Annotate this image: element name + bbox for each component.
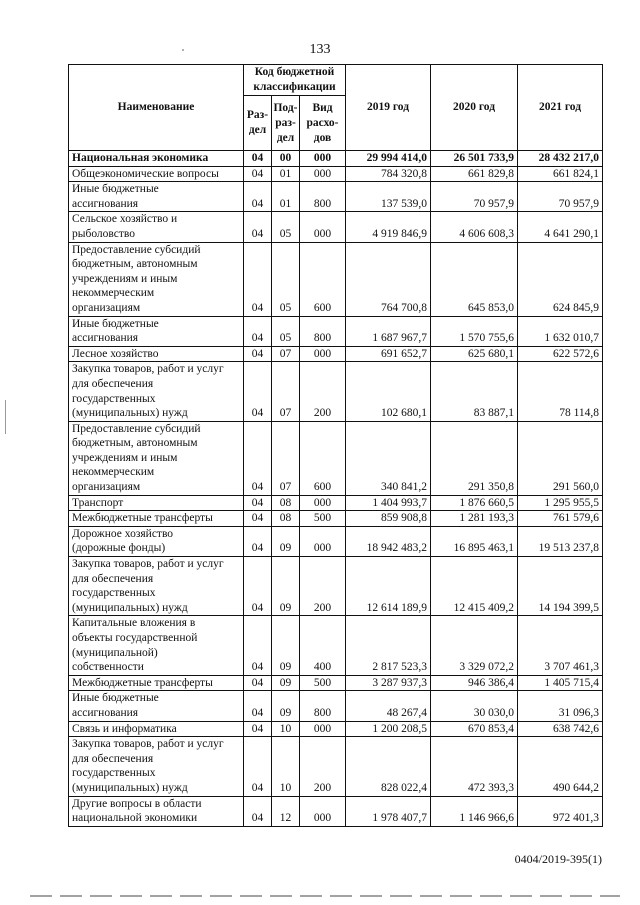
cell-2020: 26 501 733,9 <box>431 151 518 167</box>
cell-2021: 624 845,9 <box>518 242 603 316</box>
cell-name: Капитальные вложения в объекты государственной (муниципальной) собственности <box>69 616 244 675</box>
cell-2019: 18 942 483,2 <box>346 526 431 556</box>
cell-2019: 1 978 407,7 <box>346 796 431 826</box>
cell-2020: 625 680,1 <box>431 346 518 362</box>
cell-name: Другие вопросы в области национальной экономики <box>69 796 244 826</box>
cell-2020: 661 829,8 <box>431 166 518 182</box>
table-row <box>69 526 603 556</box>
document-code: 0404/2019-395(1) <box>514 852 602 866</box>
header-2019: 2019 год <box>346 65 431 151</box>
cell-podrazdel: 07 <box>272 346 300 362</box>
table-row <box>69 362 603 421</box>
table-row <box>69 166 603 182</box>
table-body <box>69 151 603 827</box>
cell-2021: 3 707 461,3 <box>518 616 603 675</box>
cell-razdel: 04 <box>244 616 272 675</box>
cell-2019: 859 908,8 <box>346 511 431 527</box>
cell-name: Связь и информатика <box>69 721 244 737</box>
table-row <box>69 691 603 721</box>
cell-2019: 4 919 846,9 <box>346 212 431 242</box>
cell-2020: 70 957,9 <box>431 182 518 212</box>
cell-razdel: 04 <box>244 362 272 421</box>
table-row <box>69 242 603 316</box>
table-row <box>69 212 603 242</box>
cell-name: Дорожное хозяйство (дорожные фонды) <box>69 526 244 556</box>
cell-podrazdel: 12 <box>272 796 300 826</box>
cell-vid: 600 <box>300 421 346 495</box>
cell-2019: 102 680,1 <box>346 362 431 421</box>
table-row <box>69 495 603 511</box>
cell-2019: 12 614 189,9 <box>346 557 431 616</box>
table-row <box>69 151 603 167</box>
cell-2019: 48 267,4 <box>346 691 431 721</box>
scan-artifact-line <box>30 895 620 897</box>
cell-2021: 70 957,9 <box>518 182 603 212</box>
cell-vid: 000 <box>300 495 346 511</box>
cell-2020: 670 853,4 <box>431 721 518 737</box>
cell-2020: 1 146 966,6 <box>431 796 518 826</box>
header-name: Наименование <box>69 65 244 151</box>
cell-2021: 638 742,6 <box>518 721 603 737</box>
table-row <box>69 796 603 826</box>
cell-podrazdel: 05 <box>272 212 300 242</box>
cell-podrazdel: 07 <box>272 362 300 421</box>
cell-podrazdel: 08 <box>272 495 300 511</box>
cell-2021: 490 644,2 <box>518 737 603 796</box>
budget-table <box>68 64 603 827</box>
cell-vid: 000 <box>300 166 346 182</box>
header-razdel: Раз- дел <box>244 96 272 151</box>
cell-2020: 645 853,0 <box>431 242 518 316</box>
cell-name: Общеэкономические вопросы <box>69 166 244 182</box>
cell-podrazdel: 07 <box>272 421 300 495</box>
cell-2021: 19 513 237,8 <box>518 526 603 556</box>
cell-2021: 1 295 955,5 <box>518 495 603 511</box>
table-row <box>69 721 603 737</box>
cell-2019: 691 652,7 <box>346 346 431 362</box>
cell-name: Лесное хозяйство <box>69 346 244 362</box>
cell-2020: 1 876 660,5 <box>431 495 518 511</box>
cell-name: Иные бюджетные ассигнования <box>69 316 244 346</box>
cell-name: Межбюджетные трансферты <box>69 675 244 691</box>
cell-2020: 4 606 608,3 <box>431 212 518 242</box>
cell-name: Иные бюджетные ассигнования <box>69 182 244 212</box>
cell-vid: 200 <box>300 737 346 796</box>
cell-vid: 000 <box>300 151 346 167</box>
cell-razdel: 04 <box>244 511 272 527</box>
header-podrazdel: Под- раз- дел <box>272 96 300 151</box>
cell-2021: 291 560,0 <box>518 421 603 495</box>
cell-2021: 31 096,3 <box>518 691 603 721</box>
cell-razdel: 04 <box>244 796 272 826</box>
cell-podrazdel: 09 <box>272 675 300 691</box>
cell-razdel: 04 <box>244 182 272 212</box>
cell-vid: 800 <box>300 182 346 212</box>
cell-name: Транспорт <box>69 495 244 511</box>
cell-2021: 661 824,1 <box>518 166 603 182</box>
cell-2020: 1 281 193,3 <box>431 511 518 527</box>
cell-vid: 000 <box>300 796 346 826</box>
cell-podrazdel: 10 <box>272 721 300 737</box>
table-row <box>69 616 603 675</box>
cell-2021: 4 641 290,1 <box>518 212 603 242</box>
cell-razdel: 04 <box>244 557 272 616</box>
cell-2020: 3 329 072,2 <box>431 616 518 675</box>
cell-2020: 472 393,3 <box>431 737 518 796</box>
table-row <box>69 421 603 495</box>
cell-podrazdel: 09 <box>272 691 300 721</box>
cell-razdel: 04 <box>244 495 272 511</box>
cell-2019: 764 700,8 <box>346 242 431 316</box>
table-row <box>69 557 603 616</box>
cell-2019: 784 320,8 <box>346 166 431 182</box>
cell-razdel: 04 <box>244 526 272 556</box>
cell-vid: 000 <box>300 721 346 737</box>
table-row <box>69 737 603 796</box>
cell-2019: 1 200 208,5 <box>346 721 431 737</box>
cell-razdel: 04 <box>244 421 272 495</box>
cell-podrazdel: 09 <box>272 526 300 556</box>
cell-2019: 29 994 414,0 <box>346 151 431 167</box>
scan-speck <box>5 400 6 434</box>
cell-vid: 600 <box>300 242 346 316</box>
cell-vid: 800 <box>300 316 346 346</box>
cell-razdel: 04 <box>244 316 272 346</box>
cell-razdel: 04 <box>244 212 272 242</box>
scan-speck <box>182 49 184 51</box>
cell-podrazdel: 01 <box>272 182 300 212</box>
cell-name: Межбюджетные трансферты <box>69 511 244 527</box>
cell-name: Закупка товаров, работ и услуг для обеспечения государственных (муниципальных) нужд <box>69 362 244 421</box>
cell-2021: 28 432 217,0 <box>518 151 603 167</box>
table-row <box>69 316 603 346</box>
cell-vid: 400 <box>300 616 346 675</box>
cell-podrazdel: 05 <box>272 242 300 316</box>
cell-2020: 30 030,0 <box>431 691 518 721</box>
cell-2019: 137 539,0 <box>346 182 431 212</box>
table-row <box>69 675 603 691</box>
cell-razdel: 04 <box>244 242 272 316</box>
cell-razdel: 04 <box>244 675 272 691</box>
header-vid-raskhodov: Вид расхо- дов <box>300 96 346 151</box>
table-row <box>69 511 603 527</box>
cell-razdel: 04 <box>244 151 272 167</box>
cell-vid: 000 <box>300 526 346 556</box>
cell-razdel: 04 <box>244 737 272 796</box>
cell-2019: 2 817 523,3 <box>346 616 431 675</box>
cell-podrazdel: 08 <box>272 511 300 527</box>
cell-razdel: 04 <box>244 691 272 721</box>
page-number: 133 <box>309 42 331 57</box>
header-2021: 2021 год <box>518 65 603 151</box>
cell-podrazdel: 10 <box>272 737 300 796</box>
cell-podrazdel: 05 <box>272 316 300 346</box>
cell-vid: 500 <box>300 511 346 527</box>
table-header <box>69 65 603 151</box>
cell-name: Предоставление субсидий бюджетным, автономным учреждениям и иным некоммерческим организациям <box>69 242 244 316</box>
cell-vid: 800 <box>300 691 346 721</box>
cell-vid: 000 <box>300 212 346 242</box>
cell-2021: 761 579,6 <box>518 511 603 527</box>
cell-2021: 1 405 715,4 <box>518 675 603 691</box>
cell-2020: 12 415 409,2 <box>431 557 518 616</box>
cell-2020: 946 386,4 <box>431 675 518 691</box>
cell-2019: 1 687 967,7 <box>346 316 431 346</box>
cell-2021: 1 632 010,7 <box>518 316 603 346</box>
cell-podrazdel: 00 <box>272 151 300 167</box>
table-row <box>69 346 603 362</box>
header-code-group: Код бюджетной классификации <box>244 65 346 96</box>
cell-name: Закупка товаров, работ и услуг для обеспечения государственных (муниципальных) нужд <box>69 557 244 616</box>
cell-vid: 200 <box>300 362 346 421</box>
cell-razdel: 04 <box>244 166 272 182</box>
cell-2019: 1 404 993,7 <box>346 495 431 511</box>
cell-vid: 500 <box>300 675 346 691</box>
cell-name: Национальная экономика <box>69 151 244 167</box>
table-row <box>69 182 603 212</box>
cell-2019: 340 841,2 <box>346 421 431 495</box>
cell-2020: 83 887,1 <box>431 362 518 421</box>
cell-razdel: 04 <box>244 721 272 737</box>
cell-razdel: 04 <box>244 346 272 362</box>
cell-vid: 000 <box>300 346 346 362</box>
cell-name: Предоставление субсидий бюджетным, автономным учреждениям и иным некоммерческим организациям <box>69 421 244 495</box>
cell-2020: 16 895 463,1 <box>431 526 518 556</box>
cell-2019: 828 022,4 <box>346 737 431 796</box>
cell-2021: 972 401,3 <box>518 796 603 826</box>
cell-2020: 291 350,8 <box>431 421 518 495</box>
cell-name: Иные бюджетные ассигнования <box>69 691 244 721</box>
cell-2020: 1 570 755,6 <box>431 316 518 346</box>
cell-vid: 200 <box>300 557 346 616</box>
header-2020: 2020 год <box>431 65 518 151</box>
cell-name: Сельское хозяйство и рыболовство <box>69 212 244 242</box>
cell-2021: 14 194 399,5 <box>518 557 603 616</box>
cell-2021: 78 114,8 <box>518 362 603 421</box>
cell-podrazdel: 01 <box>272 166 300 182</box>
cell-podrazdel: 09 <box>272 557 300 616</box>
cell-2019: 3 287 937,3 <box>346 675 431 691</box>
cell-name: Закупка товаров, работ и услуг для обеспечения государственных (муниципальных) нужд <box>69 737 244 796</box>
cell-2021: 622 572,6 <box>518 346 603 362</box>
cell-podrazdel: 09 <box>272 616 300 675</box>
